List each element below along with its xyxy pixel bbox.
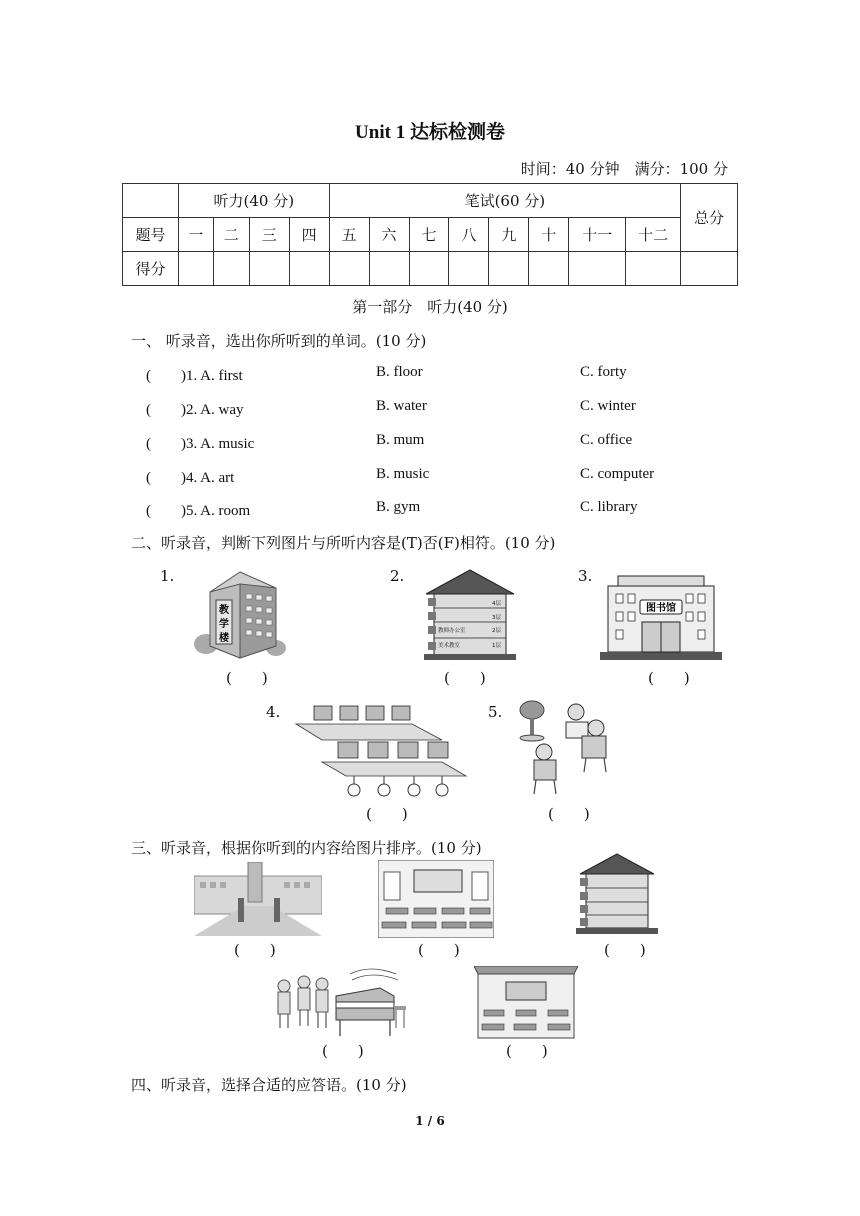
teachers-building-icon bbox=[574, 852, 660, 934]
picture-number: 1. bbox=[160, 567, 175, 585]
school-gate-icon bbox=[194, 862, 322, 936]
col-header: 七 bbox=[409, 218, 449, 252]
score-cell[interactable] bbox=[249, 252, 289, 286]
score-cell[interactable] bbox=[329, 252, 369, 286]
section2-heading: 二、听录音，判断下列图片与所听内容是(T)否(F)相符。(10 分) bbox=[131, 534, 556, 552]
svg-text:教: 教 bbox=[219, 605, 229, 616]
question-a: ( )3. A. music bbox=[146, 436, 255, 452]
section4-heading: 四、听录音，选择合适的应答语。(10 分) bbox=[131, 1076, 407, 1094]
question-a: ( )1. A. first bbox=[146, 368, 243, 384]
score-cell[interactable] bbox=[569, 252, 626, 286]
score-cell[interactable] bbox=[369, 252, 409, 286]
score-cell[interactable] bbox=[489, 252, 529, 286]
question-c: C. office bbox=[580, 432, 633, 448]
total-header: 总分 bbox=[681, 184, 738, 252]
question-number-label: 题号 bbox=[123, 218, 179, 252]
teaching-building-icon bbox=[192, 566, 288, 661]
answer-paren[interactable]: ( ) bbox=[226, 669, 268, 687]
question-c: C. winter bbox=[580, 398, 636, 414]
picture-number: 5. bbox=[488, 703, 503, 721]
library-icon bbox=[598, 572, 724, 662]
col-header: 四 bbox=[289, 218, 329, 252]
score-cell[interactable] bbox=[409, 252, 449, 286]
exam-meta: 时间：40 分钟 满分：100 分 bbox=[520, 160, 728, 178]
col-header: 三 bbox=[249, 218, 289, 252]
answer-paren[interactable]: ( ) bbox=[366, 805, 408, 823]
table-corner bbox=[123, 184, 179, 218]
picture-number: 2. bbox=[390, 567, 405, 585]
page-title: Unit 1 达标检测卷 bbox=[355, 122, 505, 143]
music-room-icon bbox=[270, 966, 408, 1038]
question-c: C. computer bbox=[580, 466, 655, 482]
svg-text:4层: 4层 bbox=[492, 601, 501, 607]
col-header: 九 bbox=[489, 218, 529, 252]
svg-text:1层: 1层 bbox=[492, 643, 501, 649]
question-a: ( )4. A. art bbox=[146, 470, 235, 486]
answer-paren[interactable]: ( ) bbox=[548, 805, 590, 823]
part1-title: 第一部分 听力(40 分) bbox=[352, 298, 508, 316]
score-table bbox=[122, 183, 738, 286]
total-score-cell[interactable] bbox=[681, 252, 738, 286]
col-header: 十二 bbox=[626, 218, 681, 252]
section1-heading: 一、 听录音，选出你所听到的单词。(10 分) bbox=[131, 332, 427, 350]
question-a: ( )2. A. way bbox=[146, 402, 244, 418]
writing-header: 笔试(60 分) bbox=[329, 184, 680, 218]
answer-paren[interactable]: ( ) bbox=[506, 1042, 548, 1060]
score-cell[interactable] bbox=[289, 252, 329, 286]
section3-heading: 三、听录音，根据你听到的内容给图片排序。(10 分) bbox=[131, 839, 482, 857]
answer-paren[interactable]: ( ) bbox=[648, 669, 690, 687]
svg-text:美术教室: 美术教室 bbox=[438, 643, 461, 649]
score-cell[interactable] bbox=[529, 252, 569, 286]
listening-header: 听力(40 分) bbox=[178, 184, 329, 218]
col-header: 一 bbox=[178, 218, 213, 252]
col-header: 八 bbox=[449, 218, 489, 252]
svg-text:图书馆: 图书馆 bbox=[646, 603, 676, 614]
score-cell[interactable] bbox=[178, 252, 213, 286]
question-a: ( )5. A. room bbox=[146, 503, 251, 519]
score-cell[interactable] bbox=[213, 252, 249, 286]
svg-text:楼: 楼 bbox=[219, 633, 229, 644]
svg-text:3层: 3层 bbox=[492, 615, 501, 621]
answer-paren[interactable]: ( ) bbox=[444, 669, 486, 687]
svg-text:2层: 2层 bbox=[492, 628, 501, 634]
answer-paren[interactable]: ( ) bbox=[418, 941, 460, 959]
col-header: 十 bbox=[529, 218, 569, 252]
svg-text:学: 学 bbox=[219, 619, 229, 630]
question-b: B. mum bbox=[376, 432, 425, 448]
svg-text:教师办公室: 教师办公室 bbox=[438, 628, 466, 634]
picture-number: 3. bbox=[578, 567, 593, 585]
col-header: 五 bbox=[329, 218, 369, 252]
answer-paren[interactable]: ( ) bbox=[322, 1042, 364, 1060]
answer-paren[interactable]: ( ) bbox=[234, 941, 276, 959]
question-b: B. floor bbox=[376, 364, 423, 380]
answer-paren[interactable]: ( ) bbox=[604, 941, 646, 959]
score-cell[interactable] bbox=[626, 252, 681, 286]
question-b: B. gym bbox=[376, 499, 421, 515]
reading-children-icon bbox=[516, 698, 616, 796]
question-b: B. water bbox=[376, 398, 427, 414]
question-c: C. library bbox=[580, 499, 638, 515]
score-cell[interactable] bbox=[449, 252, 489, 286]
page-number: 1 / 6 bbox=[415, 1114, 445, 1128]
col-header: 十一 bbox=[569, 218, 626, 252]
col-header: 二 bbox=[213, 218, 249, 252]
classroom-icon bbox=[378, 860, 494, 938]
floor-building-icon bbox=[420, 568, 520, 662]
col-header: 六 bbox=[369, 218, 409, 252]
computer-room-icon bbox=[292, 700, 468, 800]
question-c: C. forty bbox=[580, 364, 627, 380]
score-label: 得分 bbox=[123, 252, 179, 286]
picture-number: 4. bbox=[266, 703, 281, 721]
art-room-icon bbox=[474, 966, 578, 1040]
question-b: B. music bbox=[376, 466, 430, 482]
